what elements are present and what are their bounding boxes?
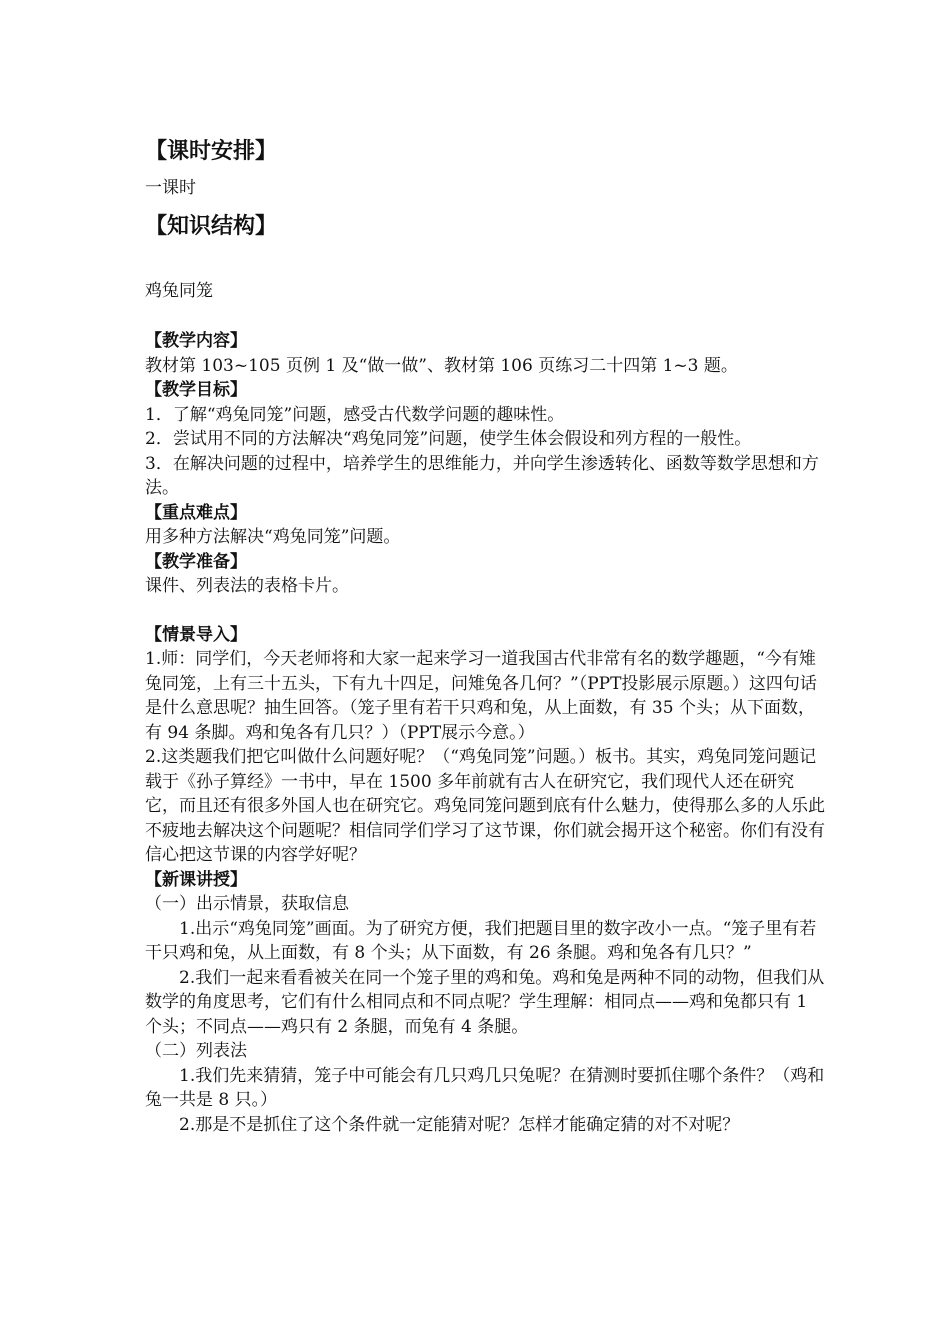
part2-title: （二）列表法 — [145, 1041, 247, 1061]
prep-text: 课件、列表法的表格卡片。 — [145, 576, 349, 596]
structure-heading: 【知识结构】 — [145, 212, 278, 239]
intro-paragraph: 1.师：同学们，今天老师将和大家一起来学习一道我国古代非常有名的数学趣题，“今有雉兔同笼，上有三十五头，下有九十四足，问雉兔各几何？”（PPT投影展示原题。）这四句话是什么意思呢？抽生回答。（笼子里有若干只鸡和兔，从上面数，有 35 个头；从下面数，有 94 条脚。鸡和兔各有几只？）（PPT展示今意。） — [145, 649, 817, 743]
content-text: 教材第 103~105 页例 1 及“做一做”、教材第 106 页练习二十四第 1~3 题。 — [145, 355, 738, 376]
document-body — [145, 134, 825, 1137]
goal-item: 1．了解“鸡兔同笼”问题，感受古代数学问题的趣味性。 — [145, 404, 565, 425]
content-heading: 【教学内容】 — [145, 331, 247, 351]
intro-paragraph: 2.这类题我们把它叫做什么问题好呢？（“鸡兔同笼”问题。）板书。其实，鸡兔同笼问题记载于《孙子算经》一书中，早在 1500 多年前就有古人在研究它，我们现代人还在研究它，而且还有很多外国人也在研究它。鸡兔同笼问题到底有什么魅力，使得那么多的人乐此不疲地去解决这个问题呢？相信同学们学习了这节课，你们就会揭开这个秘密。你们有没有信心把这节课的内容学好呢？ — [145, 747, 825, 865]
new-lesson-heading: 【新课讲授】 — [145, 869, 247, 890]
structure-text: 鸡兔同笼 — [145, 280, 213, 301]
key-heading: 【重点难点】 — [145, 502, 247, 523]
key-text: 用多种方法解决“鸡兔同笼”问题。 — [145, 527, 401, 547]
goals-heading: 【教学目标】 — [145, 380, 247, 400]
part2-paragraph: 2.那是不是抓住了这个条件就一定能猜对呢？怎样才能确定猜的对不对呢？ — [179, 1114, 740, 1135]
schedule-heading: 【课时安排】 — [145, 138, 278, 164]
part1-title: （一）出示情景，获取信息 — [145, 894, 349, 914]
part1-paragraph: 1.出示“鸡兔同笼”画面。为了研究方便，我们把题目里的数字改小一点。“笼子里有若干只鸡和兔，从上面数，有 8 个头；从下面数，有 26 条腿。鸡和兔各有几只？” — [145, 918, 817, 963]
part2-paragraph: 1.我们先来猜猜，笼子中可能会有几只鸡几只兔呢？在猜测时要抓住哪个条件？（鸡和兔一共是 8 只。） — [145, 1065, 825, 1110]
goal-item: 2．尝试用不同的方法解决“鸡兔同笼”问题，使学生体会假设和列方程的一般性。 — [145, 429, 752, 449]
prep-heading: 【教学准备】 — [145, 551, 247, 572]
intro-heading: 【情景导入】 — [145, 624, 247, 645]
schedule-text: 一课时 — [145, 178, 196, 198]
goal-item: 3．在解决问题的过程中，培养学生的思维能力，并向学生渗透转化、函数等数学思想和方法。 — [145, 453, 819, 498]
part1-paragraph: 2.我们一起来看看被关在同一个笼子里的鸡和兔。鸡和兔是两种不同的动物，但我们从数学的角度思考，它们有什么相同点和不同点呢？学生理解：相同点——鸡和兔都只有 1 个头；不同点——鸡只有 2 条腿，而兔有 4 条腿。 — [145, 967, 825, 1037]
